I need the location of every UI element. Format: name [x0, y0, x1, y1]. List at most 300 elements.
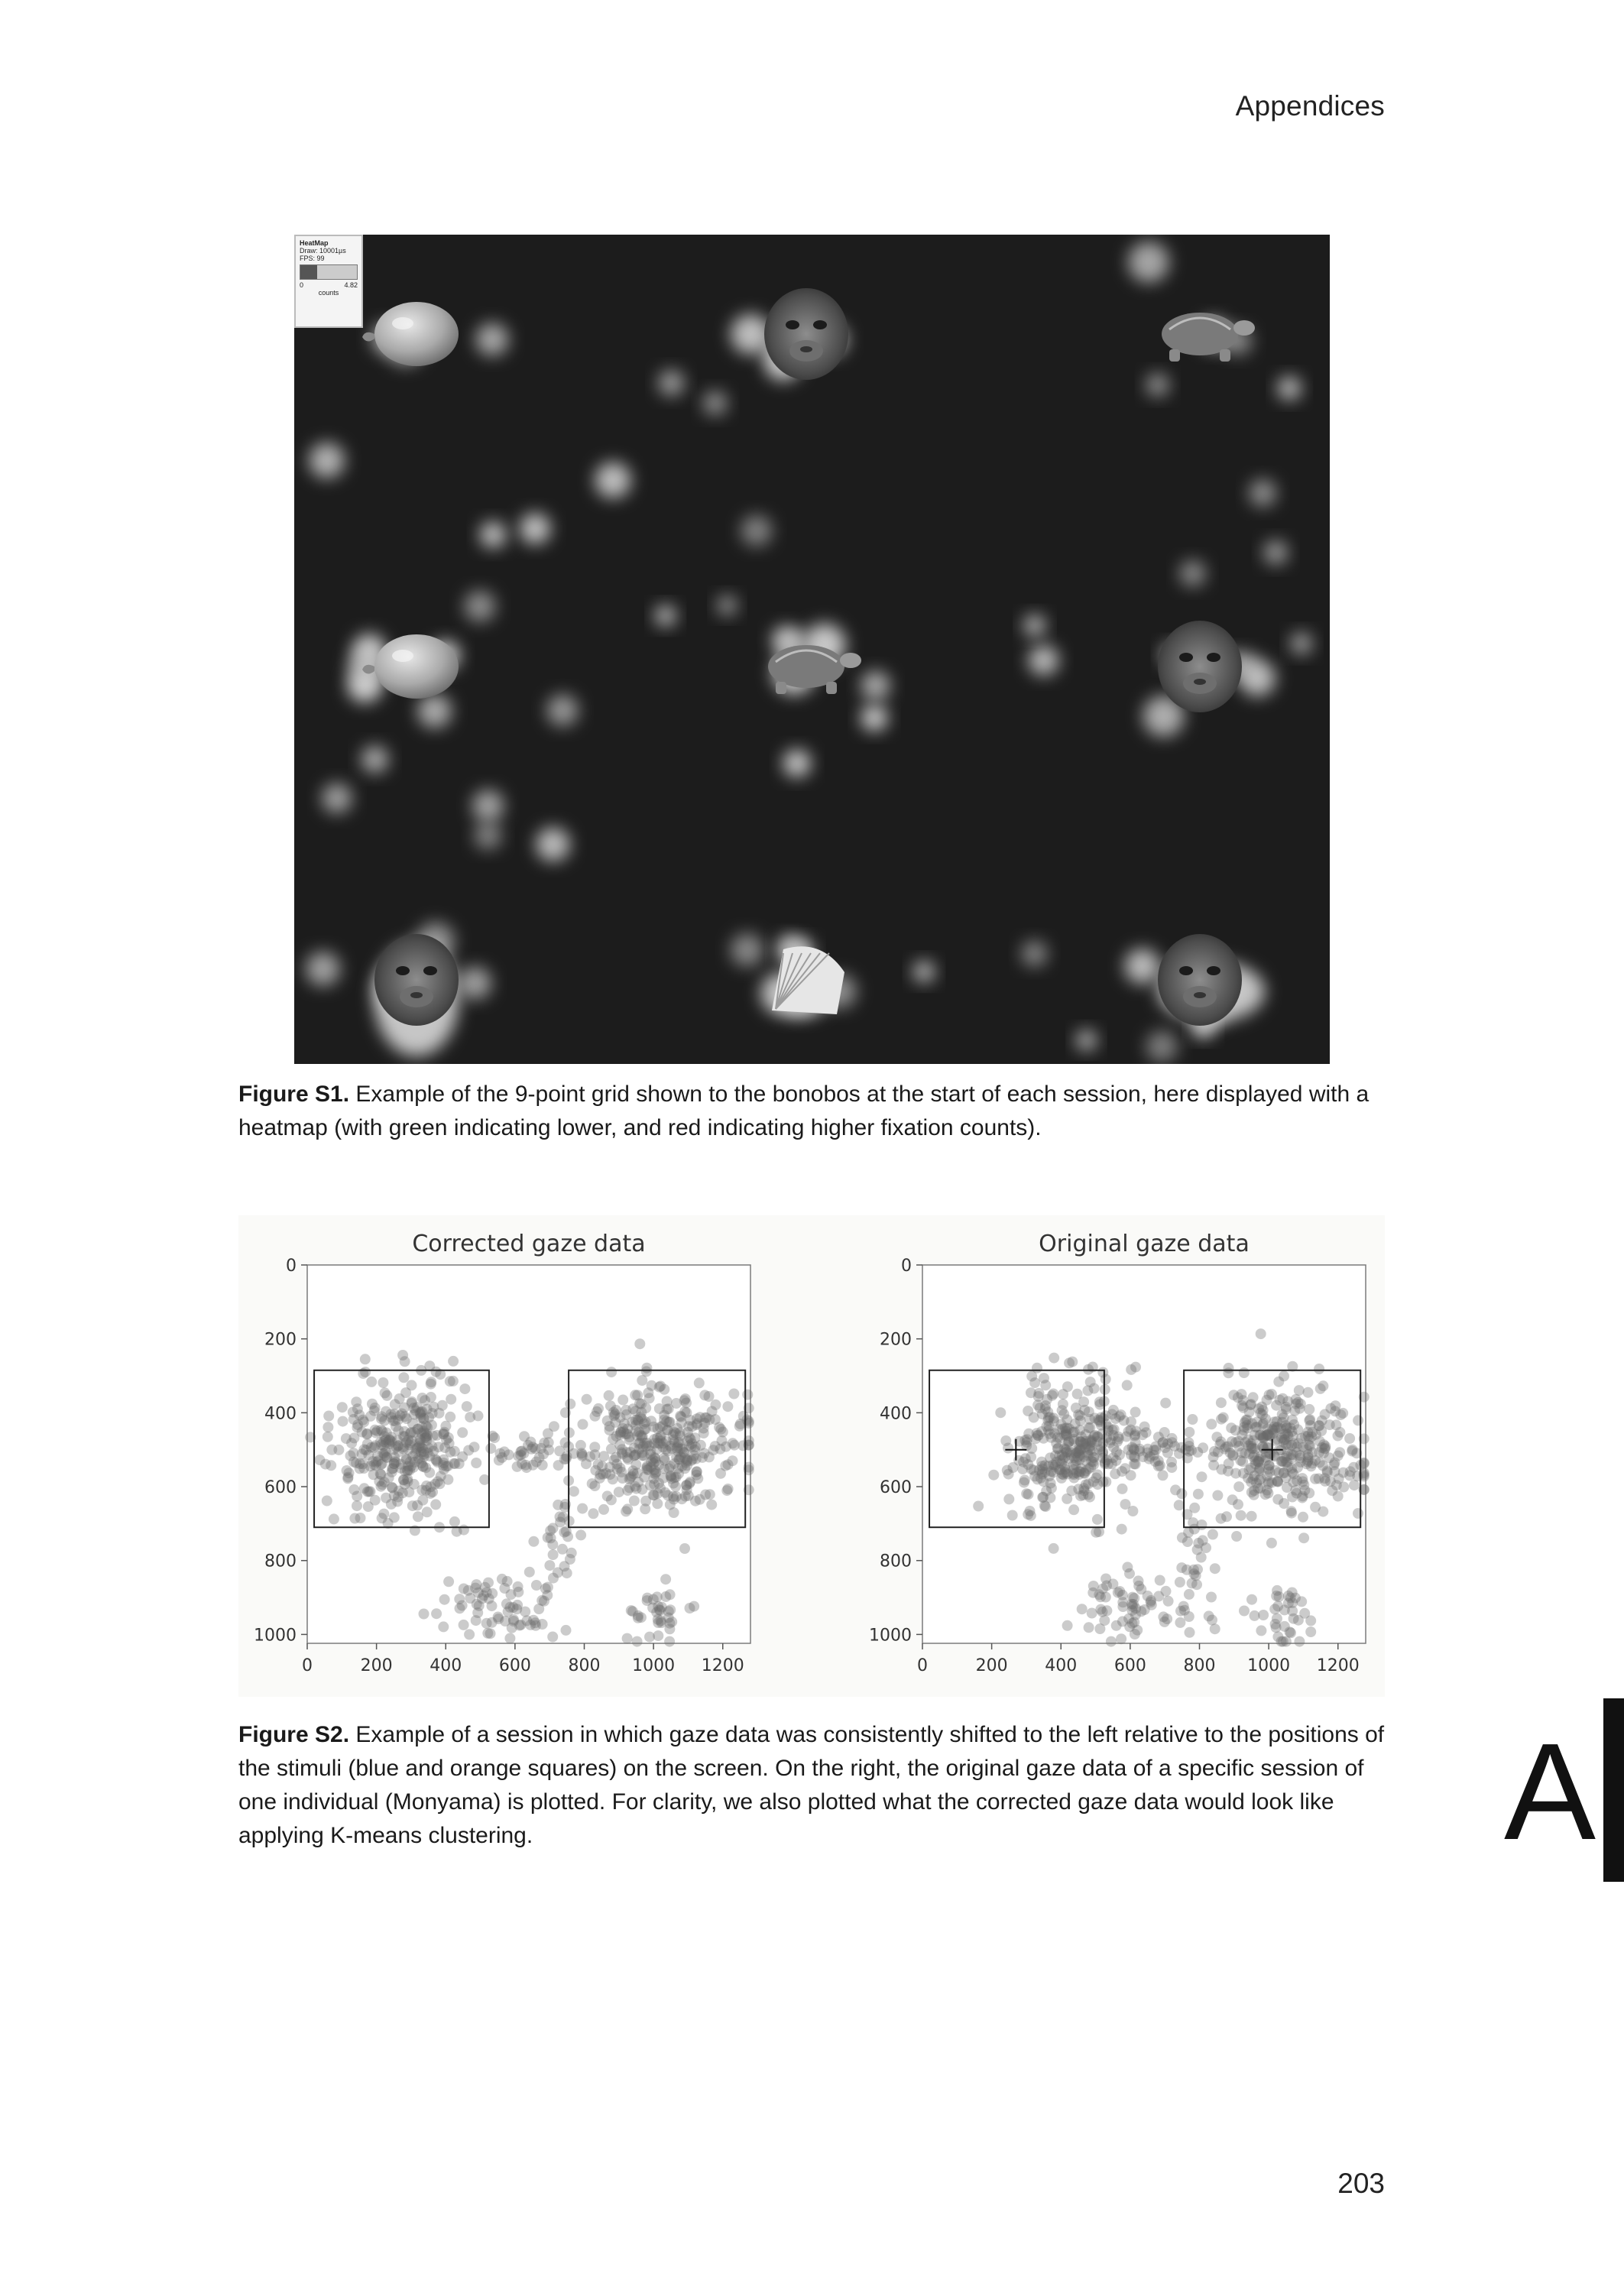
gaze-point — [459, 1584, 469, 1594]
gaze-point — [1266, 1538, 1277, 1549]
gaze-point — [1294, 1636, 1305, 1647]
gaze-point — [465, 1412, 475, 1422]
gaze-point — [1092, 1479, 1103, 1490]
gaze-point — [1221, 1511, 1232, 1522]
gaze-point — [1026, 1371, 1037, 1382]
gaze-point — [442, 1461, 453, 1471]
gaze-point — [459, 1525, 469, 1536]
gaze-point — [634, 1338, 645, 1349]
gaze-point — [995, 1407, 1006, 1418]
gaze-point — [1064, 1357, 1075, 1368]
legend-color-bar — [300, 264, 358, 280]
gaze-point — [629, 1496, 640, 1507]
gaze-point — [1283, 1591, 1294, 1601]
heatmap-canvas — [294, 235, 1330, 1064]
fixation-blob — [476, 323, 509, 356]
gaze-point — [463, 1445, 474, 1456]
gaze-point — [1020, 1453, 1031, 1464]
gaze-point — [1246, 1511, 1257, 1522]
gaze-point — [438, 1621, 449, 1632]
y-tick-label: 800 — [264, 1552, 297, 1571]
gaze-point — [1212, 1490, 1223, 1501]
gaze-point — [606, 1367, 617, 1377]
gaze-point — [1159, 1617, 1170, 1627]
gaze-point — [1008, 1462, 1019, 1473]
gaze-point — [338, 1416, 348, 1427]
gaze-point — [640, 1496, 651, 1507]
gaze-point — [1239, 1606, 1250, 1617]
gaze-point — [685, 1603, 695, 1614]
gaze-point — [664, 1623, 675, 1634]
gaze-point — [621, 1447, 632, 1458]
gaze-point — [1163, 1596, 1174, 1607]
legend-max: 4.82 — [344, 281, 358, 289]
gaze-point — [1216, 1397, 1227, 1408]
fixation-blob — [1264, 540, 1289, 565]
gaze-point — [527, 1460, 538, 1471]
gaze-point — [1155, 1575, 1165, 1586]
gaze-point — [536, 1595, 547, 1606]
gaze-point — [485, 1628, 496, 1639]
fixation-blob — [731, 933, 763, 966]
gaze-point — [988, 1470, 999, 1481]
gaze-point — [1175, 1577, 1185, 1588]
figure-s1-text: Example of the 9-point grid shown to the bonobos at the start of each session, here displayed with a heatmap (with green indicating lower, and red indicating higher fixation counts). — [238, 1082, 1370, 1140]
gaze-point — [640, 1416, 651, 1427]
x-tick-label: 600 — [1113, 1656, 1146, 1675]
fixation-blob — [417, 694, 451, 728]
gaze-point — [694, 1377, 705, 1388]
gaze-point — [1101, 1581, 1112, 1591]
gaze-point — [1236, 1510, 1246, 1521]
gaze-point — [448, 1356, 459, 1367]
gaze-point — [1117, 1484, 1128, 1494]
gaze-point — [1258, 1610, 1269, 1620]
gaze-point — [622, 1503, 633, 1514]
gaze-point — [536, 1443, 546, 1454]
gaze-point — [349, 1513, 360, 1524]
gaze-point — [431, 1608, 442, 1619]
gaze-point — [1177, 1532, 1188, 1543]
bonobo-face-stimulus-icon — [764, 288, 848, 380]
gaze-point — [1210, 1563, 1220, 1574]
figure-s2-scatterplots — [238, 1215, 1385, 1697]
gaze-point — [1317, 1416, 1327, 1426]
gaze-point — [679, 1543, 690, 1554]
gaze-point — [1106, 1636, 1117, 1647]
x-tick-label: 200 — [975, 1656, 1008, 1675]
gaze-point — [1279, 1429, 1290, 1440]
figure-s1-heatmap — [294, 235, 1330, 1064]
gaze-point — [1095, 1591, 1106, 1602]
gaze-point — [524, 1567, 535, 1578]
x-tick-label: 1200 — [701, 1656, 744, 1675]
gaze-point — [656, 1602, 667, 1613]
gaze-point — [611, 1405, 621, 1416]
gaze-point — [369, 1406, 380, 1416]
gaze-point — [548, 1573, 559, 1584]
gaze-point — [531, 1580, 542, 1591]
fixation-blob — [1250, 479, 1277, 507]
fixation-blob — [520, 513, 551, 544]
gaze-point — [1120, 1499, 1131, 1510]
gaze-point — [1130, 1429, 1140, 1440]
balloon-stimulus-icon — [362, 302, 459, 366]
fixation-blob — [658, 370, 684, 396]
gaze-point — [1175, 1617, 1185, 1628]
gaze-point — [442, 1474, 453, 1485]
gaze-point — [548, 1549, 559, 1560]
gaze-point — [1128, 1599, 1139, 1610]
fixation-blob — [361, 746, 388, 773]
gaze-point — [375, 1437, 386, 1448]
gaze-point — [691, 1454, 702, 1464]
gaze-point — [557, 1544, 568, 1555]
gaze-point — [508, 1614, 519, 1625]
y-tick-label: 600 — [264, 1478, 297, 1498]
gaze-point — [1050, 1460, 1061, 1471]
gaze-point — [344, 1468, 355, 1478]
gaze-point — [546, 1532, 556, 1543]
gaze-point — [679, 1395, 690, 1406]
gaze-point — [1116, 1633, 1126, 1644]
gaze-point — [417, 1442, 427, 1453]
gaze-point — [1088, 1581, 1099, 1591]
y-tick-label: 200 — [264, 1330, 297, 1350]
gaze-point — [1270, 1619, 1281, 1630]
y-tick-label: 1000 — [254, 1626, 297, 1646]
bonobo-face-stimulus-icon — [1158, 934, 1242, 1026]
gaze-point — [723, 1459, 734, 1470]
gaze-point — [1204, 1610, 1214, 1621]
gaze-point — [1298, 1512, 1308, 1523]
gaze-point — [1030, 1433, 1041, 1444]
gaze-point — [663, 1490, 673, 1500]
gaze-point — [1068, 1504, 1079, 1515]
gaze-point — [360, 1354, 371, 1364]
gaze-point — [640, 1403, 651, 1413]
heatmap-legend — [294, 235, 363, 328]
gaze-point — [1353, 1415, 1363, 1425]
gaze-point — [1162, 1448, 1173, 1458]
gaze-point — [605, 1425, 615, 1435]
fixation-blob — [1029, 645, 1059, 676]
gaze-point — [569, 1486, 579, 1497]
y-tick-label: 200 — [880, 1330, 912, 1350]
gaze-point — [1282, 1447, 1293, 1458]
gaze-point — [525, 1437, 536, 1448]
gaze-point — [1158, 1470, 1169, 1481]
gaze-point — [561, 1625, 572, 1636]
gaze-point — [348, 1457, 359, 1468]
gaze-point — [1049, 1353, 1059, 1364]
gaze-point — [1285, 1627, 1295, 1637]
gaze-point — [547, 1632, 558, 1643]
gaze-point — [664, 1636, 675, 1647]
gaze-point — [658, 1473, 669, 1484]
gaze-point — [1092, 1431, 1103, 1442]
fixation-blob — [1146, 374, 1169, 397]
fixation-blob — [1125, 949, 1160, 984]
gaze-point — [1187, 1414, 1198, 1425]
gaze-point — [723, 1484, 734, 1494]
gaze-point — [1189, 1524, 1200, 1535]
gaze-point — [1077, 1604, 1088, 1614]
gaze-point — [632, 1636, 643, 1647]
gaze-point — [472, 1607, 483, 1618]
gaze-point — [464, 1629, 475, 1639]
gaze-point — [622, 1633, 633, 1644]
gaze-point — [1099, 1615, 1110, 1626]
gaze-point — [1331, 1480, 1342, 1490]
gaze-point — [413, 1511, 423, 1522]
gaze-point — [669, 1437, 679, 1448]
gaze-point — [686, 1442, 696, 1452]
gaze-point — [1304, 1404, 1314, 1415]
gaze-point — [1226, 1422, 1237, 1433]
gaze-point — [487, 1588, 498, 1599]
scatter-panel — [869, 1231, 1370, 1675]
fixation-blob — [717, 595, 737, 615]
gaze-point — [1347, 1445, 1358, 1455]
gaze-point — [1330, 1458, 1340, 1468]
gaze-point — [699, 1423, 709, 1434]
gaze-point — [565, 1554, 575, 1565]
gaze-point — [1238, 1403, 1249, 1413]
gaze-point — [1249, 1450, 1259, 1461]
gaze-point — [598, 1469, 608, 1480]
fixation-blob — [322, 783, 352, 813]
gaze-point — [652, 1498, 663, 1509]
gaze-point — [1136, 1584, 1146, 1594]
gaze-point — [1276, 1636, 1287, 1647]
gaze-point — [728, 1389, 739, 1399]
gaze-point — [323, 1432, 333, 1442]
fixation-blob — [1022, 941, 1048, 967]
gaze-point — [606, 1444, 617, 1455]
fixation-blob — [861, 671, 890, 700]
gaze-point — [553, 1460, 564, 1471]
gaze-point — [1348, 1462, 1359, 1473]
gaze-point — [372, 1425, 383, 1436]
gaze-point — [1349, 1480, 1360, 1490]
gaze-point — [1310, 1474, 1321, 1484]
gaze-point — [1062, 1620, 1073, 1631]
gaze-point — [1174, 1500, 1185, 1510]
gaze-point — [645, 1449, 656, 1460]
gaze-point — [627, 1606, 638, 1617]
gaze-point — [715, 1468, 726, 1479]
gaze-point — [1208, 1451, 1219, 1462]
gaze-point — [1286, 1463, 1297, 1474]
gaze-point — [1305, 1615, 1316, 1626]
y-tick-label: 1000 — [869, 1626, 912, 1646]
scatter-panel — [254, 1231, 754, 1675]
gaze-point — [1084, 1422, 1094, 1433]
gaze-point — [445, 1412, 455, 1422]
gaze-point — [1110, 1468, 1120, 1479]
y-tick-label: 0 — [286, 1257, 297, 1276]
gaze-point — [1334, 1427, 1345, 1438]
gaze-point — [1083, 1364, 1094, 1375]
gaze-point — [1019, 1475, 1030, 1486]
gaze-point — [721, 1442, 731, 1452]
gaze-point — [1214, 1439, 1225, 1450]
gaze-point — [1058, 1399, 1068, 1409]
gaze-point — [598, 1504, 609, 1515]
gaze-point — [513, 1581, 524, 1592]
gaze-point — [1111, 1620, 1122, 1631]
gaze-point — [504, 1449, 514, 1460]
gaze-point — [437, 1400, 448, 1411]
gaze-point — [400, 1432, 410, 1442]
gaze-point — [400, 1356, 410, 1367]
legend-fps: FPS: 99 — [300, 255, 325, 262]
gaze-point — [449, 1516, 460, 1527]
gaze-point — [562, 1451, 572, 1462]
gaze-point — [378, 1377, 388, 1388]
fixation-blob — [465, 591, 496, 622]
gaze-point — [1021, 1488, 1032, 1499]
gaze-point — [493, 1614, 504, 1624]
fixation-blob — [1128, 242, 1169, 282]
gaze-point — [433, 1442, 444, 1452]
gaze-point — [419, 1413, 430, 1424]
gaze-point — [439, 1594, 450, 1605]
figure-s1-caption — [238, 1078, 1385, 1145]
gaze-point — [1047, 1390, 1058, 1401]
x-tick-label: 200 — [360, 1656, 393, 1675]
gaze-point — [430, 1499, 441, 1510]
fixation-blob — [1179, 560, 1205, 586]
gaze-point — [1233, 1499, 1243, 1510]
gaze-point — [449, 1446, 460, 1457]
gaze-point — [379, 1451, 390, 1461]
gaze-point — [489, 1432, 500, 1443]
gaze-point — [644, 1632, 655, 1643]
gaze-point — [1017, 1464, 1028, 1474]
gaze-point — [589, 1442, 600, 1452]
figure-s2-text: Example of a session in which gaze data was consistently shifted to the left relative to the positions of the stimuli (blue and orange squares) on the screen. On the right, the original gaze data of a specific session of one individual (Monyama) is plotted. For clarity, we also plotted what the corrected gaze data would look like applying K-means clustering. — [238, 1722, 1385, 1848]
panel-title: Original gaze data — [1039, 1231, 1250, 1257]
gaze-point — [459, 1620, 469, 1630]
gaze-point — [431, 1367, 442, 1377]
gaze-point — [361, 1445, 371, 1455]
gaze-point — [1129, 1617, 1139, 1628]
gaze-point — [1315, 1383, 1326, 1394]
gaze-point — [326, 1445, 337, 1455]
gaze-point — [1344, 1433, 1355, 1444]
gaze-point — [675, 1411, 686, 1422]
gaze-point — [1286, 1508, 1297, 1519]
gaze-point — [471, 1458, 481, 1468]
gaze-point — [1310, 1502, 1321, 1513]
gaze-point — [1223, 1367, 1233, 1378]
gaze-point — [1303, 1387, 1314, 1398]
gaze-point — [1078, 1468, 1089, 1478]
gaze-point — [562, 1568, 572, 1578]
gaze-point — [459, 1383, 470, 1394]
gaze-point — [704, 1414, 715, 1425]
gaze-point — [1032, 1474, 1042, 1484]
x-tick-label: 1000 — [1247, 1656, 1291, 1675]
gaze-point — [323, 1422, 333, 1432]
y-tick-label: 400 — [264, 1404, 297, 1424]
figure-s2-label: Figure S2. — [238, 1722, 350, 1747]
gaze-point — [1264, 1390, 1275, 1400]
fixation-blob — [1023, 615, 1045, 637]
gaze-point — [641, 1363, 652, 1374]
fixation-blob — [861, 705, 888, 731]
gaze-point — [501, 1598, 512, 1609]
gaze-point — [1288, 1477, 1298, 1487]
bonobo-face-stimulus-icon — [1158, 621, 1242, 712]
gaze-point — [1233, 1481, 1244, 1492]
gaze-point — [400, 1479, 410, 1490]
shell-stimulus-icon — [772, 946, 844, 1014]
gaze-point — [1231, 1531, 1242, 1542]
gaze-point — [1207, 1529, 1218, 1540]
gaze-point — [1256, 1625, 1266, 1636]
gaze-point — [1185, 1627, 1195, 1638]
gaze-point — [366, 1377, 377, 1387]
gaze-point — [1130, 1407, 1141, 1418]
figure-s2-caption — [238, 1718, 1385, 1853]
gaze-point — [387, 1483, 398, 1494]
gaze-point — [1122, 1380, 1133, 1390]
gaze-point — [1227, 1436, 1237, 1447]
legend-unit: counts — [318, 289, 339, 297]
gaze-point — [1188, 1568, 1199, 1579]
gaze-point — [604, 1390, 614, 1401]
gaze-point — [655, 1381, 666, 1392]
legend-title: HeatMap — [300, 239, 329, 247]
gaze-point — [722, 1401, 733, 1412]
gaze-point — [443, 1576, 454, 1587]
gaze-point — [1197, 1471, 1207, 1482]
gaze-point — [1278, 1456, 1289, 1467]
panel-title: Corrected gaze data — [412, 1231, 646, 1257]
gaze-point — [1297, 1473, 1308, 1484]
gaze-point — [1058, 1409, 1069, 1419]
fixation-blob — [536, 828, 569, 861]
gaze-point — [465, 1593, 475, 1604]
gaze-point — [362, 1429, 373, 1439]
gaze-point — [1314, 1364, 1324, 1374]
gaze-point — [1239, 1367, 1250, 1378]
gaze-point — [417, 1495, 428, 1506]
x-tick-label: 400 — [1045, 1656, 1078, 1675]
fixation-blob — [1240, 660, 1276, 696]
gaze-point — [1100, 1374, 1111, 1385]
gaze-point — [352, 1500, 362, 1511]
gaze-point — [575, 1440, 586, 1451]
gaze-point — [687, 1421, 698, 1432]
gaze-point — [1186, 1445, 1197, 1456]
gaze-point — [426, 1481, 436, 1492]
gaze-point — [485, 1443, 496, 1454]
gaze-point — [454, 1594, 465, 1604]
gaze-point — [742, 1390, 753, 1400]
gaze-point — [439, 1429, 449, 1439]
gaze-point — [1193, 1489, 1204, 1500]
y-tick-label: 0 — [901, 1257, 912, 1276]
page-number: 203 — [1337, 2168, 1385, 2199]
y-tick-label: 400 — [880, 1404, 912, 1424]
gaze-point — [1122, 1562, 1133, 1572]
gaze-point — [1054, 1424, 1065, 1435]
legend-draw-time: Draw: 10001µs — [300, 247, 346, 255]
